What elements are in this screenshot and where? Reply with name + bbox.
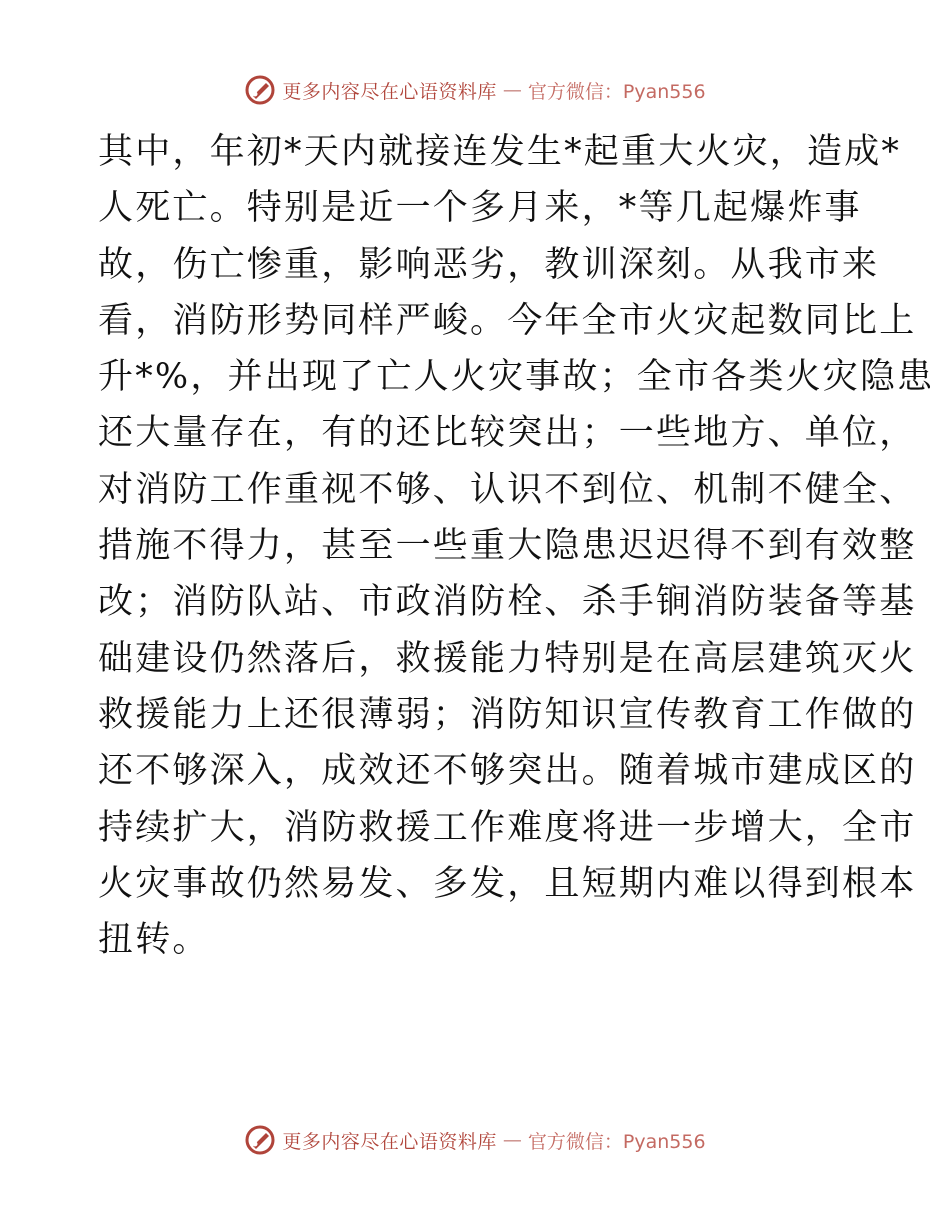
body-line: 救援能力上还很薄弱；消防知识宣传教育工作做的	[98, 694, 917, 735]
header-banner-text: 更多内容尽在心语资料库	[282, 80, 497, 103]
footer-banner-contact: 官方微信：Pyan556	[527, 1130, 706, 1153]
body-line: 火灾事故仍然易发、多发，且短期内难以得到根本	[98, 863, 917, 904]
body-line: 措施不得力，甚至一些重大隐患迟迟得不到有效整	[98, 526, 917, 567]
body-line: 础建设仍然落后，救援能力特别是在高层建筑灭火	[98, 638, 917, 679]
brand-logo-icon	[244, 1124, 276, 1156]
header-banner-inner	[244, 74, 705, 106]
body-line: 还大量存在，有的还比较突出；一些地方、单位，	[98, 413, 917, 454]
body-line: 改；消防队站、市政消防栓、杀手锏消防装备等基	[98, 582, 917, 623]
body-line: 故，伤亡惨重，影响恶劣，教训深刻。从我市来	[98, 244, 880, 285]
header-banner-contact: 官方微信：Pyan556	[527, 80, 706, 103]
body-line: 持续扩大，消防救援工作难度将进一步增大，全市	[98, 807, 917, 848]
body-line: 升*%，并出现了亡人火灾事故；全市各类火灾隐患	[98, 357, 935, 398]
body-line: 对消防工作重视不够、认识不到位、机制不健全、	[98, 469, 917, 510]
body-line: 看，消防形势同样严峻。今年全市火灾起数同比上	[98, 300, 917, 341]
header-banner-separator: —	[502, 79, 522, 101]
footer-banner-inner	[244, 1124, 705, 1156]
body-line: 人死亡。特别是近一个多月来，*等几起爆炸事	[98, 188, 862, 229]
footer-banner-separator: —	[502, 1129, 522, 1151]
footer-banner	[0, 1120, 950, 1160]
document-body	[98, 124, 935, 968]
body-line: 扭转。	[98, 920, 210, 961]
body-line: 其中，年初*天内就接连发生*起重大火灾，造成*	[98, 132, 902, 172]
body-line: 还不够深入，成效还不够突出。随着城市建成区的	[98, 751, 917, 792]
footer-banner-text: 更多内容尽在心语资料库	[282, 1130, 497, 1153]
header-banner	[0, 70, 950, 110]
brand-logo-icon	[244, 74, 276, 106]
